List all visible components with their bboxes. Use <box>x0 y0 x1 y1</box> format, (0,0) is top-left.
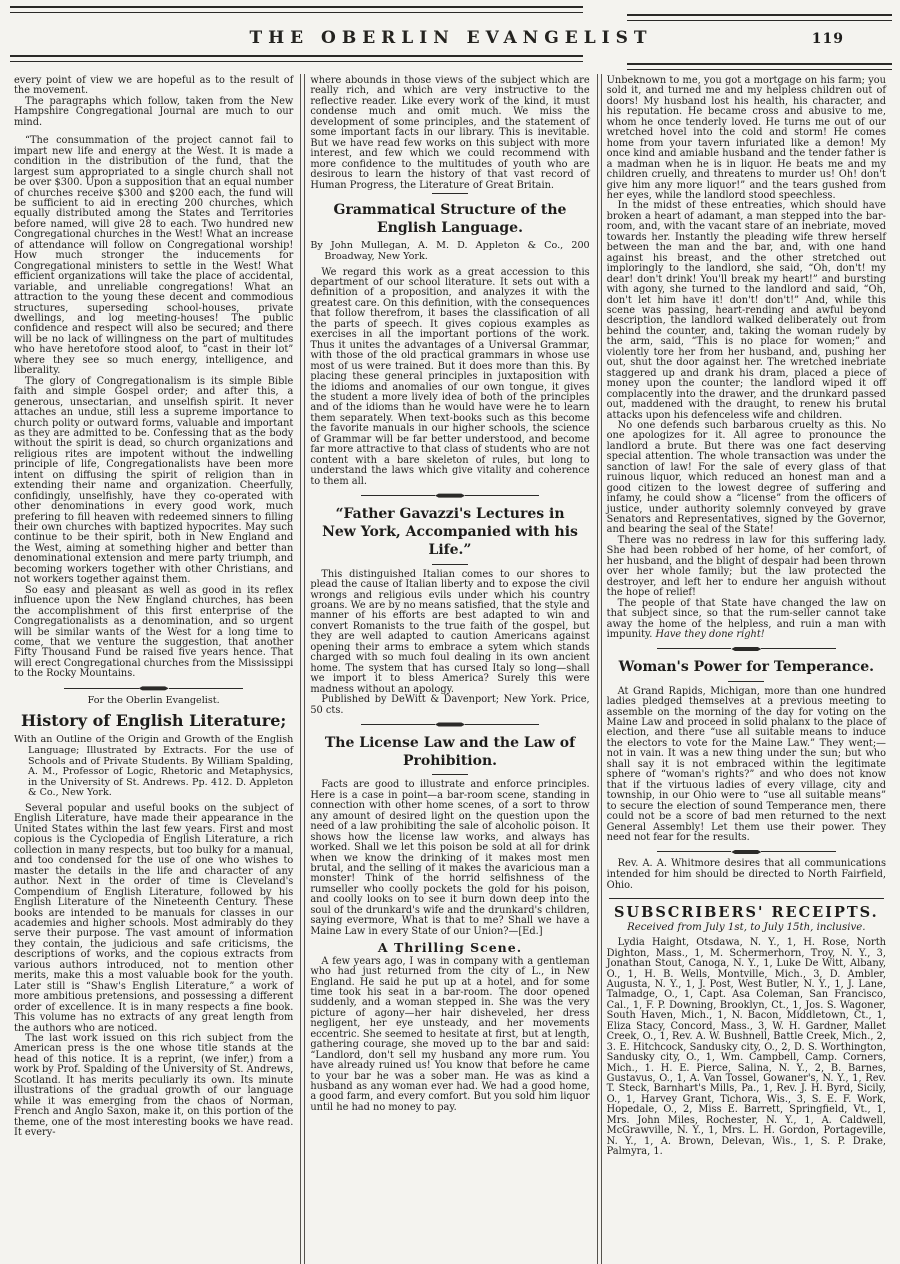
col1-quoted-paragraph: “The consummation of the project cannot fail to impart new life and energy at the West. It is made a condition in the distribution of the fund, that the largest sum appropriated to a single church shall not be over $300. Upon a supposition that an equal number of churches receive $300 and $200 each, the fund will be sufficient to aid in erecting 200 churches, which equally distributed among the States and Territories before named, will give 28 to each. Two hundred new Congregational churches in the West! What an increase of attendance will follow on Congregational worship! How much stronger the inducements for Congregational ministers to settle in the West! What efficient organizations will take the place of accidental, variable, and unreliable congregations! What an attraction to the young these decent and commodious structures, superseding school-houses, private dwellings, and log meeting-houses! The public confidence and respect will also be secured; and there will be no lack of willingness on the part of multitudes who have heretofore stood aloof, to “cast in their lot” where they see so much energy, intelligence, and liberality. <box>14 135 294 377</box>
column-divider-rule <box>300 74 305 1264</box>
header-bottom-rules <box>10 55 892 70</box>
article-heading-license-law: The License Law and the Law of Prohibition. <box>324 734 576 770</box>
page-number: 119 <box>811 31 844 47</box>
receipts-date-range: Received from July 1st, to July 15th, inclusive. <box>627 921 866 933</box>
heading-rule <box>432 193 468 194</box>
col3-paragraph: There was no redress in law for this suffering lady. She had been robbed of her home, of her comfort, of her husband, and the blight of despair had been thrown over her whole family; but the law protected the destroyer, and left her to endure her anguish without the hope of relief! <box>606 534 886 599</box>
column-3 <box>603 74 892 1264</box>
header-rule <box>10 55 583 62</box>
diamond-ornament <box>139 686 169 691</box>
col1-paragraph: So easy and pleasant as well as good in its reflex influence upon the New England churches, has been the accomplishment of this first enterprise of the Congregationalists as a denomination, and so urgent will be similar wants of the West for a long time to come, that we venture the suggestion, that another Fifty Thousand Fund be raised five years hence. That will erect Congregational churches from the Mississippi to the Rocky Mountains. <box>14 584 294 680</box>
section-divider <box>657 646 836 651</box>
masthead <box>10 6 892 70</box>
communications-notice: Rev. A. A. Whitmore desires that all communications intended for him should be directed to North Fairfield, Ohio. <box>606 858 886 891</box>
book-byline: By John Mullegan, A. M. D. Appleton & Co., 200 Broadway, New York. <box>310 240 590 262</box>
subscribers-receipts-heading: SUBSCRIBERS' RECEIPTS. <box>613 904 879 922</box>
col2-paragraph: Facts are good to illustrate and enforce principles. Here is a case in point—a bar-room scene, standing in connection with other home scenes, of a sort to throw any amount of desired light on the question upon the need of a law prohibiting the sale of alcoholic poison. It shows how the license law works, and always has worked. Shall we let this poison be sold at all for drink when we know the drinking of it makes most men brutal, and the selling of it makes the avaricious man a monster! Think of the horrid selfishness of the rumseller who coolly pockets the gold for his poison, and coolly looks on to see it burn down deep into the soul of the drunkard's wife and the drunkard's children, saying evermore, What is that to me? Shall we have a Maine Law in every State of our Union?—[Ed.] <box>310 779 590 937</box>
column-divider-rule <box>597 74 602 1264</box>
article-heading-grammatical-structure: Grammatical Structure of the English Language. <box>333 201 567 237</box>
col1-paragraph: Several popular and useful books on the subject of English Literature, have made their appearance in the United States within the last few years. First and most copious is the Cyclopedia of English Literature, a rich collection in many respects, but too bulky for a manual, and too condensed for the use of one who wishes to master the details in the life and character of any author. Next in the order of time is Cleveland's Compendium of English Literature, followed by his English Literature of the Nineteenth Century. These books are intended to be manuals for classes in our academies and higher schools. Most admirably do they serve their purpose. The vast amount of information they contain, the judicious and safe criticisms, the descriptions of works, and the copious extracts from various authors introduced, not to mention other merits, make this a most valuable book for the youth. Later still is “Shaw's English Literature,” a work of more ambitious pretensions, and possessing a different order of excellence. It is in many respects a fine book. This volume has no extracts of any great length from the authors who are noticed. <box>14 803 294 1034</box>
col2-continuation-paragraph: where abounds in those views of the subject which are really rich, and which are very instructive to the reflective reader. Like every work of the kind, it must condense much and omit much. We miss the development of some principles, and the statement of some important facts in our library. This is inevitable. But we have read few works on this subject with more interest, and few which we could recommend with more confidence to the multitudes of youth who are desirous to learn the history of that vast record of Human Progress, the Literature of Great Britain. <box>310 75 590 191</box>
col3-paragraph: At Grand Rapids, Michigan, more than one hundred ladies pledged themselves at a previous meeting to assemble on the morning of the day for voting on the Maine Law and proceed in solid phalanx to the place of election, and there “use all suitable means to induce the electors to vote for the Maine Law.” They went;—not in vain. It was a new thing under the sun; but who shall say it is not embraced within the legitimate sphere of “woman's rights?” and who does not know that if the virtuous ladies of every village, city and township, in our Ohio were to “use all suitable means” to secure the election of sound Temperance men, there could not be a score of bad men returned to the next General Assembly! Let them use their power. They need not fear for the results. <box>606 685 886 843</box>
header-top-rules <box>10 6 892 21</box>
col2-paragraph: This distinguished Italian comes to our shores to plead the cause of Italian liberty and to expose the civil wrongs and religious evils under which his country groans. We are by no means satisfied, that the style and manner of his efforts are best adapted to win and convert Romanists to the true faith of the gospel, but they are well adapted to caution Americans against opening their arms to embrace a sytem which stands charged with so much foul dealing in its own ancient home. The system that has cursed Italy so long—shall we import it to bless America? Surely this were madness without an apology. <box>310 568 590 695</box>
column-2 <box>306 74 595 1264</box>
diamond-ornament <box>435 722 465 727</box>
col1-continuation-paragraph: every point of view we are hopeful as to the result of the movement. <box>14 75 294 97</box>
col3-paragraph: In the midst of these entreaties, which should have broken a heart of adamant, a man stepped into the bar-room, and, with the vacant stare of an inebriate, moved towards her. Instantly the pleading wife threw herself between the man and the bar, and, with one hand against his breast, and the other stretched out imploringly to the landlord, she said, “Oh, don't! my dear! don't drink! You'll break my heart!” and bursting with agony, she turned to the landlord and said, “Oh, don't let him have it! don't! don't!” And, while this scene was passing, heart-rending and awful beyond description, the landlord walked deliberately out from behind the counter, and, taking the woman rudely by the arm, said, “This is no place for women;” and violently tore her from her husband, and, pushing her out, shut the door against her. The wretched inebriate staggered up and drank his dram, placed a piece of money upon the counter; the landlord wiped it off complacently into the drawer, and the drunkard passed out, maddened with the draught, to renew his brutal attacks upon his defenceless wife and children. <box>606 200 886 421</box>
diamond-ornament <box>435 493 465 498</box>
section-divider <box>361 493 540 498</box>
article-heading-father-gavazzi: “Father Gavazzi's Lectures in New York, Accompanied with his Life.” <box>322 506 578 559</box>
heading-rule <box>432 564 468 565</box>
col3-paragraph: No one defends such barbarous cruelty as this. No one apologizes for it. All agree to pronounce the landlord a brute. But there was one fact deserving special attention. The whole transaction was under the sanction of law! For the sale of every glass of that ruinous liquor, which reduced an honest man and a good citizen to the lowest degree of suffering and infamy, he could show a “license” from the officers of justice, under authority solemnly conveyed by grave Senators and Representatives, signed by the Governor, and bearing the seal of the State! <box>606 419 886 536</box>
article-heading-history-of-english-literature: History of English Literature; <box>21 711 287 731</box>
article-heading-womans-power: Woman's Power for Temperance. <box>618 659 875 676</box>
section-divider <box>64 686 243 691</box>
page-columns <box>10 74 892 1264</box>
diamond-ornament <box>731 646 761 651</box>
section-divider <box>657 849 836 854</box>
heading-rule <box>432 774 468 775</box>
col3-paragraph-text: The people of that State have changed the law on that subject since, so that the rum-seller cannot take away the home of the helpless, and ruin a man with impunity. <box>606 597 886 641</box>
book-byline: With an Outline of the Origin and Growth of the English Language; Illustrated by Extracts. For the use of Schools and of Private Students. By William Spalding, A. M., Professor of Logic, Rhetoric and Metaphysics, in the University of St. Andrews. Pp. 412. D. Appleton & Co., New York. <box>14 734 294 799</box>
kicker-line: For the Oberlin Evangelist. <box>87 694 220 706</box>
section-rule <box>609 898 884 899</box>
diamond-ornament <box>731 849 761 854</box>
article-heading-thrilling-scene: A Thrilling Scene. <box>377 940 523 956</box>
section-divider <box>361 722 540 727</box>
col2-paragraph: We regard this work as a great accession to this department of our school literature. It sets out with a definition of a proposition, and analyzes it with the greatest care. On this definition, with the consequences that follow therefrom, it bases the classification of all the parts of speech. It gives copious examples as exercises in all the important portions of the work. Thus it unites the advantages of a Universal Grammar, with those of the old practical grammars in whose use most of us were trained. But it does more than this. By placing these general principles in juxtaposition with the idioms and anomalies of our own tongue, it gives the student a more lively idea of both of the principles and of the idioms than he would have were he to learn them separately. When text-books such as this become the favorite manuals in our higher schools, the science of Grammar will be far better understood, and become far more attractive to that class of students who are not content with a bare skeleton of rules, but long to understand the laws which give vitality and coherence to them all. <box>310 266 590 487</box>
publisher-line: Published by DeWitt & Davenport; New York. Price, 50 cts. <box>310 694 590 716</box>
header-rule <box>627 14 892 21</box>
paper-title: THE OBERLIN EVANGELIST <box>249 28 653 48</box>
column-1 <box>10 74 299 1264</box>
col3-continuation-paragraph: Unbeknown to me, you got a mortgage on his farm; you sold it, and turned me and my helpless children out of doors! My husband lost his health, his character, and his reputation. He became cross and abusive to me, whom he once tenderly loved. He turns me out of our wretched hovel into the cold and storm! He comes home from your tavern infuriated like a demon! My once kind and amiable husband and the tender father is a madman when he is in liquor. He beats me and my children cruelly, and threatens to murder us! Oh! don't give him any more liquor!” and the tears gushed from her eyes, while the landlord stood speechless. <box>606 75 886 201</box>
col1-paragraph: The paragraphs which follow, taken from the New Hampshire Congregational Journal are much to our mind. <box>14 95 294 128</box>
col1-paragraph: The last work issued on this rich subject from the American press is the one whose title stands at the head of this notice. It is a reprint, (we infer,) from a work by Prof. Spalding of the University of St. Andrews, Scotland. It has merits peculiarly its own. Its minute illustrations of the gradual growth of our language while it was emerging from the chaos of Norman, French and Anglo Saxon, make it, on this portion of the theme, one of the most interesting books we have read. It every- <box>14 1033 294 1139</box>
col2-paragraph: A few years ago, I was in company with a gentleman who had just returned from the city of L., in New England. He said he put up at a hotel, and for some time took his seat in a bar-room. The door opened suddenly, and a woman stepped in. She was the very picture of agony—her hair disheveled, her dress negligent, her eye unsteady, and her movements eccentric. She seemed to hesitate at first, but at length, gathering courage, she moved up to the bar and said: “Landlord, don't sell my husband any more rum. You have already ruined us! You know that before he came to your bar he was a sober man. He was as kind a husband as any woman ever had. We had a good home, a good farm, and every comfort. But you sold him liquor until he had no money to pay. <box>310 955 590 1113</box>
header-rule <box>10 6 583 13</box>
heading-rule <box>728 681 764 682</box>
header-rule <box>627 63 892 70</box>
col3-italic-question: Have they done right! <box>655 629 765 641</box>
receipts-list: Lydia Haight, Otsdawa, N. Y., 1, H. Rose, North Dighton, Mass., 1, M. Schermerhorn, Troy, N. Y., 3, Jonathan Stout, Canoga, N. Y., 1, Luke De Witt, Albany, O., 1, H. B. Wells, Montville, Mich., 3, D. Ambler, Augusta, N. Y., 1, J. Post, West Butler, N. Y., 1, J. Lane, Talmadge, O., 1, Capt. Asa Coleman, San Francisco, Cal., 1, F. P. Downing, Brooklyn, Ct., 1, Jos. S. Wagoner, South Haven, Mich., 1, N. Bacon, Middletown, Ct., 1, Eliza Stacy, Concord, Mass., 3, W. H. Gardner, Mallet Creek, O., 1, Rev. A. W. Bushnell, Battle Creek, Mich., 2, 3. E. Hitchcock, Sandusky city, O., 2, D. S. Worthington, Sandusky city, O., 1, Wm. Campbell, Camp. Corners, Mich., 1. H. E. Pierce, Salina, N. Y., 2, B. Barnes, Gustavus, O., 1, A. Van Tossel, Gowaner's, N. Y., 1, Rev. T. Steck, Barnhart's Mills, Pa., 1, Rev. J. H. Byrd, Sicily, O., 1, Harvey Grant, Tichora, Wis., 3, S. E. F. Work, Hopedale, O., 2, Miss E. Barrett, Springfield, Vt., 1, Mrs. John Miles, Rochester, N. Y., 1, A. Caldwell, McGrawville, N. Y., 1, Mrs. L. H. Gordon, Portageville, N. Y., 1, A. Brown, Delevan, Wis., 1, S. P. Drake, Palmyra, 1. <box>606 937 886 1158</box>
col3-paragraph <box>607 599 886 641</box>
col1-paragraph: The glory of Congregationalism is its simple Bible faith and simple Gospel order; and after this, a generous, unsectarian, and unselfish spirit. It never attaches an undue, still less a supreme importance to church polity or outward forms, valuable and important as they are admitted to be. Confessing that as the body without the spirit is dead, so church organizations and religious rites are impotent without the indwelling principle of life, Congregationalists have been more intent on diffusing the spirit of religion than in extending their name and organization. Cheerfully, confidingly, unselfishly, have they co-operated with other denominations in every good work, much prefering to fill heaven with redeemed sinners to filling their own churches with baptized hypocrites. May such continue to be their spirit, both in New England and the West, aiming at something higher and better than denominational extension and mere party triumph, and becoming workers together with other Christians, and not workers together against them. <box>14 375 294 586</box>
